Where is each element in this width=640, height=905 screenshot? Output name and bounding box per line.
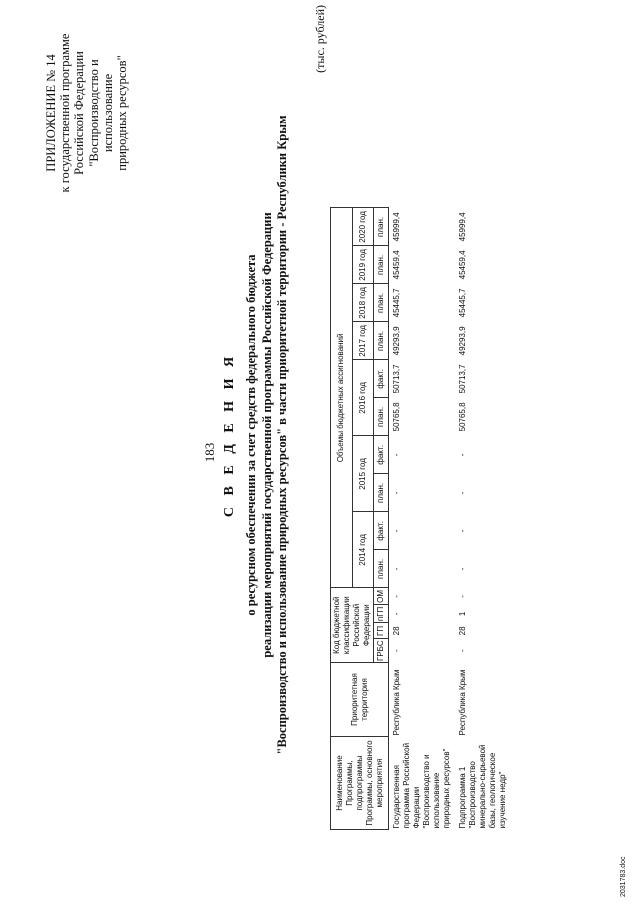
- row-value: -: [458, 529, 467, 533]
- row-value: 50765,8: [392, 402, 401, 432]
- header-year: 2017 год: [352, 322, 374, 360]
- row-code: -: [392, 595, 401, 598]
- row-value: 45445,7: [458, 288, 467, 318]
- title-line: "Воспроизводство и использование природных ресурсов" в части приоритетной территории - Республики Крым: [275, 115, 289, 755]
- appendix-line: к государственной программе: [58, 33, 73, 193]
- appendix-block: [44, 23, 129, 203]
- header-code: ГП: [374, 623, 389, 639]
- row-code: -: [458, 595, 467, 598]
- row-value: 45999,4: [458, 212, 467, 242]
- document-title: [222, 75, 291, 795]
- row-value: 45445,7: [392, 288, 401, 318]
- header-plan: план.: [374, 246, 389, 284]
- appendix-line: природных ресурсов": [115, 55, 130, 171]
- header-code: пГП: [374, 605, 389, 623]
- title-line: о ресурсном обеспечении за счет средств федерального бюджета: [244, 254, 258, 616]
- row-code: -: [392, 612, 401, 616]
- header-volume-group: Объемы бюджетных ассигнований: [331, 208, 353, 588]
- header-year: 2014 год: [352, 512, 374, 588]
- appendix-line: Российской Федерации: [72, 51, 87, 175]
- row-value: 49293,9: [392, 326, 401, 356]
- row-code: 28: [458, 626, 467, 636]
- row-value: -: [458, 567, 467, 571]
- title-line: реализации мероприятий государственной программы Российской Федерации: [259, 212, 274, 658]
- header-plan: план.: [374, 398, 389, 436]
- row-value: -: [458, 491, 467, 495]
- units-label: (тыс. рублей): [313, 5, 327, 73]
- row-code: -: [392, 649, 401, 653]
- row-value: -: [392, 529, 401, 533]
- row-value: 45459,4: [392, 250, 401, 280]
- header-name: Наименование Программы, подпрограммы Программы, основного мероприятия: [331, 737, 389, 830]
- row-value: 50765,8: [458, 402, 467, 432]
- header-plan: план.: [374, 284, 389, 322]
- row-code: 1: [458, 611, 467, 617]
- row-code: -: [458, 649, 467, 653]
- appendix-line: "Воспроизводство и использование: [86, 59, 115, 167]
- row-value: 45999,4: [392, 212, 401, 242]
- header-fact: факт.: [374, 360, 389, 398]
- title-heading: С В Е Д Е Н И Я: [222, 352, 237, 518]
- header-code: ГРБС: [374, 639, 389, 663]
- header-plan: план.: [374, 322, 389, 360]
- row-value: -: [392, 567, 401, 571]
- row-territory: Республика Крым: [392, 669, 401, 736]
- row-name: Подпрограмма 1 "Воспроизводство минерально-сырьевой базы, геологическое изучение недр": [458, 744, 507, 829]
- header-plan: план.: [374, 208, 389, 246]
- table-row: [455, 208, 511, 830]
- budget-table: [330, 207, 511, 830]
- row-territory: Республика Крым: [458, 669, 467, 736]
- header-code-group: Код бюджетной классификации Российской Федерации: [331, 588, 374, 663]
- header-plan: план.: [374, 550, 389, 588]
- row-value: -: [458, 453, 467, 457]
- row-value: 45459,4: [458, 250, 467, 280]
- row-value: 50713,7: [458, 364, 467, 394]
- row-code: 28: [392, 626, 401, 636]
- appendix-line: ПРИЛОЖЕНИЕ № 14: [44, 54, 58, 172]
- row-value: -: [392, 491, 401, 495]
- header-code: ОМ: [374, 588, 389, 605]
- row-value: 49293,9: [458, 326, 467, 356]
- header-plan: план.: [374, 474, 389, 512]
- header-fact: факт.: [374, 436, 389, 474]
- header-year: 2018 год: [352, 284, 374, 322]
- table-row: [389, 208, 456, 830]
- header-year: 2016 год: [352, 360, 374, 436]
- page-number: 183: [202, 442, 217, 463]
- header-year: 2015 год: [352, 436, 374, 512]
- row-name: Государственная программа Российской Федерации "Воспроизводство и использование природных ресурсов": [392, 742, 451, 829]
- header-fact: факт.: [374, 512, 389, 550]
- doc-id: 2031783.doc: [620, 856, 627, 897]
- row-value: -: [392, 453, 401, 457]
- header-year: 2020 год: [352, 208, 374, 246]
- header-territory: Приоритетная территория: [331, 663, 389, 737]
- header-year: 2019 год: [352, 246, 374, 284]
- row-value: 50713,7: [392, 364, 401, 394]
